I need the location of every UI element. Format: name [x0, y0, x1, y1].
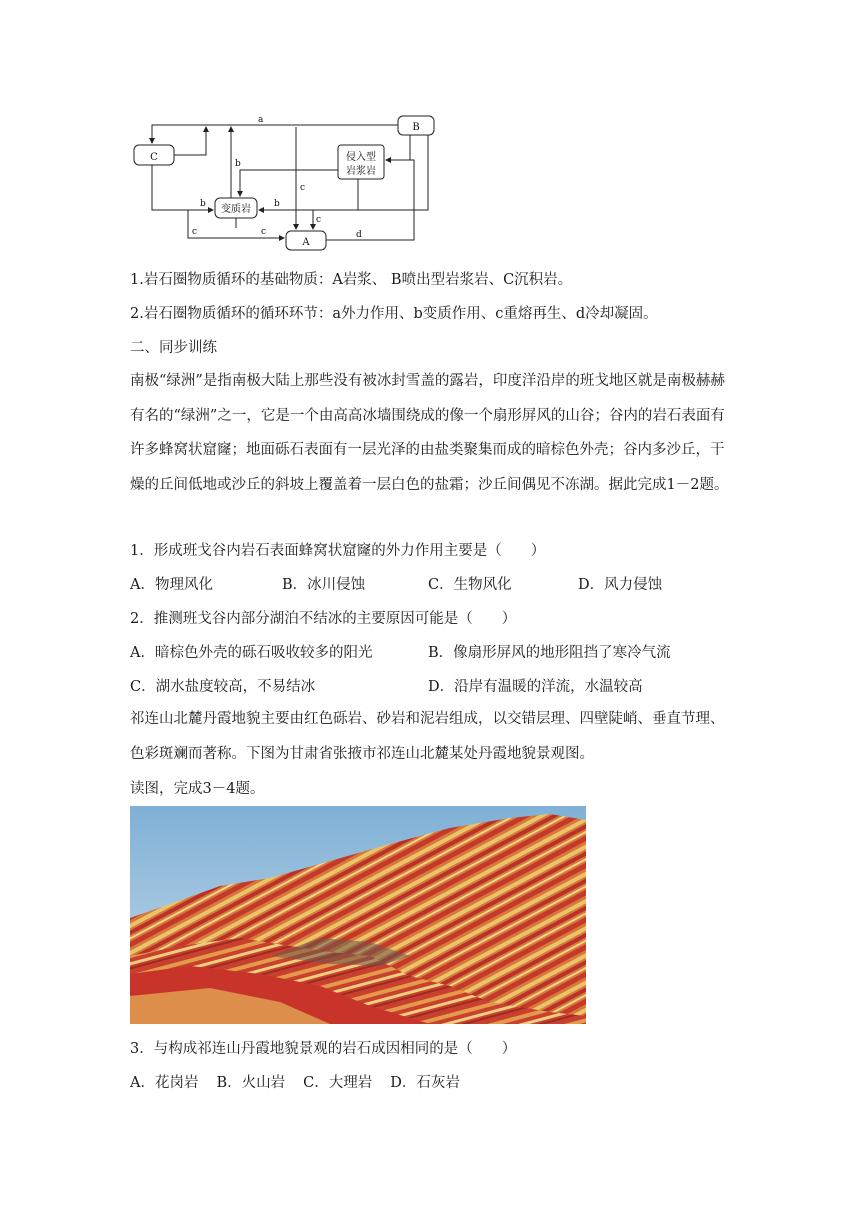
- q3-option-d[interactable]: D．石灰岩: [390, 1075, 460, 1091]
- read-prompt: 读图，完成3－4题。: [130, 781, 265, 797]
- rock-cycle-diagram: [128, 110, 448, 255]
- question-3-options: [130, 1073, 478, 1093]
- q1-option-b[interactable]: B．冰川侵蚀: [282, 577, 366, 593]
- label-B: B: [412, 122, 420, 133]
- danxia-landform-photo: [130, 806, 586, 1024]
- label-intrusive-2: 岩浆岩: [346, 166, 376, 177]
- label-c-1: c: [300, 183, 306, 193]
- question-1-stem: 1．形成班戈谷内岩石表面蜂窝状窟窿的外力作用主要是（ ）: [130, 543, 546, 559]
- q1-option-c[interactable]: C．生物风化: [428, 577, 512, 593]
- q2-option-c[interactable]: C．湖水盐度较高，不易结冰: [130, 679, 316, 695]
- question-3-stem: 3．与构成祁连山丹霞地貌景观的岩石成因相同的是（ ）: [130, 1041, 517, 1057]
- note-line-2: 2.岩石圈物质循环的循环环节：a外力作用、b变质作用、c重熔再生、d冷却凝固。: [130, 306, 658, 322]
- question-1-options: [130, 575, 730, 595]
- label-b-1: b: [235, 159, 241, 169]
- label-metamorphic: 变质岩: [221, 204, 251, 215]
- note-line-1: 1.岩石圈物质循环的基础物质：A岩浆、 B喷出型岩浆岩、C沉积岩。: [130, 272, 573, 288]
- question-2-options-row1: [130, 643, 730, 663]
- q2-option-b[interactable]: B．像扇形屏风的地形阻挡了寒冷气流: [428, 645, 671, 661]
- q1-option-a[interactable]: A．物理风化: [130, 577, 213, 593]
- passage-1: 南极“绿洲”是指南极大陆上那些没有被冰封雪盖的露岩，印度洋沿岸的班戈地区就是南极赫赫有名的“绿洲”之一，它是一个由高高冰墙围绕成的像一个扇形屏风的山谷；谷内的岩石表面有许多蜂窝状窟窿；地面砾石表面有一层光泽的由盐类聚集而成的暗棕色外壳；谷内多沙丘，干燥的丘间低地或沙丘的斜坡上覆盖着一层白色的盐霜；沙丘间偶见不冻湖。据此完成1－2题。: [130, 373, 729, 493]
- q2-option-a[interactable]: A．暗棕色外壳的砾石吸收较多的阳光: [130, 645, 373, 661]
- label-a: a: [258, 115, 264, 125]
- label-e: c: [316, 215, 322, 225]
- label-intrusive-1: 侵入型: [346, 152, 376, 163]
- label-c-2: c: [192, 227, 198, 237]
- q3-option-c[interactable]: C．大理岩: [303, 1075, 373, 1091]
- q1-option-d[interactable]: D．风力侵蚀: [578, 577, 663, 593]
- question-2-stem: 2．推测班戈谷内部分湖泊不结冰的主要原因可能是（ ）: [130, 611, 517, 627]
- label-A: A: [302, 237, 310, 248]
- label-c-3: c: [261, 227, 267, 237]
- q3-option-a[interactable]: A．花岗岩: [130, 1075, 199, 1091]
- passage-2: 祁连山北麓丹霞地貌主要由红色砾岩、砂岩和泥岩组成，以交错层理、四壁陡峭、垂直节理、色彩斑斓而著称。下图为甘肃省张掖市祁连山北麓某处丹霞地貌景观图。: [130, 711, 725, 762]
- label-C: C: [150, 152, 158, 163]
- label-b-2: b: [200, 199, 206, 209]
- section-title: 二、同步训练: [130, 340, 217, 356]
- question-2-options-row2: [130, 677, 730, 697]
- q3-option-b[interactable]: B．火山岩: [216, 1075, 286, 1091]
- q2-option-d[interactable]: D．沿岸有温暖的洋流，水温较高: [428, 679, 643, 695]
- label-b-3: b: [274, 199, 280, 209]
- label-d: d: [356, 230, 362, 240]
